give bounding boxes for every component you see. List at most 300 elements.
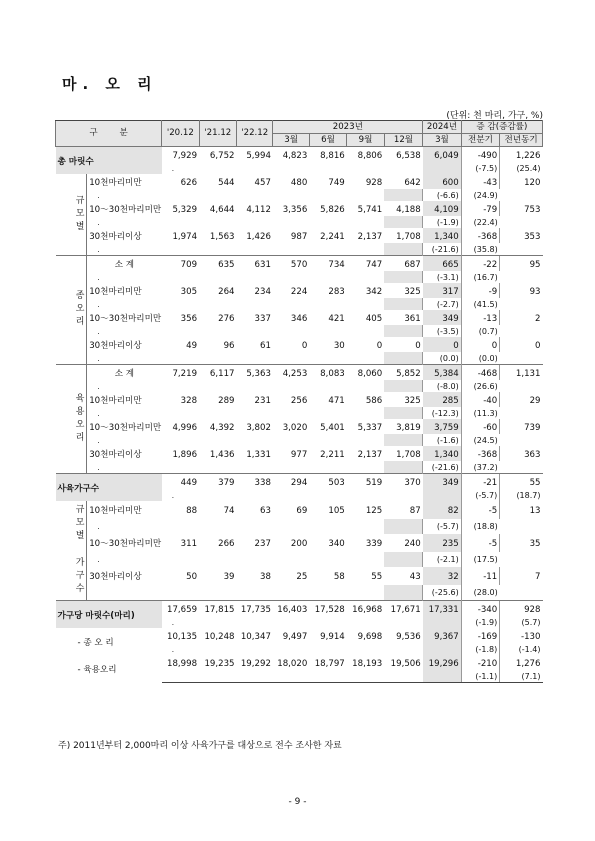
- empty-cell: [199, 189, 236, 201]
- value-cell: 0: [376, 340, 383, 351]
- value-cell: 224: [290, 286, 308, 297]
- empty-cell: [347, 352, 384, 365]
- header-2020: '20.12: [162, 121, 199, 147]
- empty-cell: [199, 162, 236, 174]
- empty-cell: [347, 298, 384, 310]
- value-cell: 480: [290, 177, 308, 188]
- value-cell: 58: [333, 572, 345, 583]
- table-row: [56, 534, 543, 552]
- value-cell: 61: [259, 340, 271, 351]
- value-cell: 325: [404, 286, 421, 297]
- value-cell: 10,135: [166, 631, 198, 642]
- header-change: 증 감(증감률): [461, 121, 542, 134]
- group-label-household: [70, 501, 87, 601]
- value-cell: 1,436: [209, 449, 235, 460]
- empty-cell: [309, 352, 346, 365]
- empty-cell: [237, 616, 273, 628]
- rate-cell: (-6.6): [423, 189, 462, 201]
- empty-cell: [237, 407, 273, 419]
- row-label: 10천마리미만: [89, 395, 142, 406]
- value-cell: 9,698: [357, 631, 383, 642]
- value-cell: 19,296: [423, 655, 462, 670]
- value-cell: -368: [461, 228, 500, 243]
- value-cell: 1,226: [500, 147, 543, 163]
- header-qoq: 전분기: [461, 134, 500, 147]
- rate-cell: (18.8): [461, 519, 500, 534]
- row-label: 총 마릿수: [56, 147, 162, 175]
- table-row: [56, 283, 543, 298]
- empty-cell: [237, 380, 273, 392]
- table-row-rate: [56, 271, 543, 283]
- rate-cell: (0.0): [461, 352, 500, 365]
- value-cell: 266: [218, 539, 235, 550]
- value-cell: 74: [223, 506, 235, 517]
- value-cell: 0: [461, 337, 500, 352]
- empty-cell: [237, 298, 273, 310]
- value-cell: 5,329: [172, 204, 198, 215]
- value-cell: 96: [223, 340, 235, 351]
- empty-cell: [384, 243, 423, 256]
- value-cell: -468: [461, 365, 500, 381]
- value-cell: 63: [259, 506, 271, 517]
- empty-cell: [199, 461, 236, 474]
- rate-cell: (-3.1): [423, 271, 462, 283]
- value-cell: 3,356: [282, 204, 308, 215]
- page-number: - 9 -: [288, 797, 307, 807]
- empty-cell: [273, 616, 309, 628]
- header-category: 구 분: [56, 121, 162, 147]
- header-2024: 2024년: [423, 121, 462, 134]
- value-cell: 240: [404, 539, 421, 550]
- value-cell: 9,497: [282, 631, 308, 642]
- table-row-rate: [56, 407, 543, 419]
- header-yoy: 전년동기: [500, 134, 543, 147]
- value-cell: 237: [254, 539, 271, 550]
- row-dot: .: [97, 272, 100, 282]
- table-row: [56, 474, 543, 490]
- value-cell: 379: [199, 474, 236, 490]
- empty-cell: [309, 434, 346, 446]
- empty-cell: [273, 643, 309, 655]
- rate-cell: (-8.0): [423, 380, 462, 392]
- value-cell: 0: [301, 340, 308, 351]
- value-cell: -22: [461, 256, 500, 272]
- value-cell: 471: [328, 395, 345, 406]
- table-row-rate: [56, 243, 543, 256]
- value-cell: 294: [273, 474, 309, 490]
- value-cell: -5: [461, 534, 500, 552]
- value-cell: 7,929: [172, 150, 198, 161]
- value-cell: 231: [254, 395, 271, 406]
- group-label-meat: [70, 256, 87, 365]
- value-cell: 631: [237, 256, 273, 272]
- table-row-rate: [56, 585, 543, 600]
- value-cell: -5: [461, 501, 500, 519]
- value-cell: 5,384: [423, 365, 462, 381]
- rate-cell: (35.8): [461, 243, 500, 256]
- value-cell: 120: [500, 174, 543, 189]
- value-cell: 17,815: [199, 601, 236, 617]
- row-dot: .: [97, 462, 100, 472]
- empty-cell: [273, 162, 309, 174]
- value-cell: 2: [500, 310, 543, 325]
- value-cell: 928: [500, 601, 543, 617]
- group-indent: [56, 256, 71, 365]
- empty-cell: [199, 216, 236, 228]
- rate-cell: (-7.5): [461, 162, 500, 174]
- row-dot: .: [97, 408, 100, 418]
- empty-cell: [347, 552, 384, 567]
- rate-cell: (-1.6): [423, 434, 462, 446]
- header-2023-m12: 12월: [384, 134, 423, 147]
- empty-cell: [309, 271, 346, 283]
- empty-cell: [384, 489, 423, 501]
- empty-cell: [347, 616, 384, 628]
- empty-cell: [273, 585, 309, 600]
- value-cell: 17,659: [162, 601, 199, 617]
- value-cell: 82: [423, 501, 462, 519]
- value-cell: 95: [500, 256, 543, 272]
- empty-cell: [273, 243, 309, 256]
- table-row-rate: [56, 519, 543, 534]
- value-cell: 1,708: [396, 231, 421, 242]
- value-cell: -9: [461, 283, 500, 298]
- value-cell: 1,340: [423, 228, 462, 243]
- empty-cell: [237, 552, 273, 567]
- row-dot: .: [97, 522, 100, 532]
- row-label: 10～30천마리미만: [89, 313, 162, 324]
- header-2021: '21.12: [199, 121, 236, 147]
- empty-cell: [384, 461, 423, 474]
- empty-cell: [273, 216, 309, 228]
- value-cell: 9,367: [423, 628, 462, 643]
- empty-cell: [273, 271, 309, 283]
- empty-cell: [162, 189, 199, 201]
- value-cell: 9,914: [320, 631, 345, 642]
- value-cell: 9,536: [396, 631, 421, 642]
- value-cell: -210: [461, 655, 500, 670]
- empty-cell: [347, 489, 384, 501]
- table-row-rate: [56, 325, 543, 337]
- value-cell: -490: [461, 147, 500, 163]
- value-cell: 519: [347, 474, 384, 490]
- value-cell: 16,968: [347, 601, 384, 617]
- value-cell: 5,363: [237, 365, 273, 381]
- value-cell: 0: [500, 337, 543, 352]
- empty-cell: [347, 380, 384, 392]
- row-label: 10～30천마리미만: [89, 539, 162, 550]
- value-cell: 600: [423, 174, 462, 189]
- value-cell: 6,049: [423, 147, 462, 163]
- table-row: [56, 655, 543, 670]
- value-cell: 1,563: [209, 231, 235, 242]
- value-cell: 4,996: [172, 422, 198, 433]
- row-dot: .: [97, 353, 100, 363]
- row-dot: .: [97, 217, 100, 227]
- empty-cell: [273, 380, 309, 392]
- value-cell: 6,538: [396, 150, 421, 161]
- rate-cell: (24.9): [461, 189, 500, 201]
- table-row: [56, 501, 543, 519]
- empty-cell: [237, 670, 273, 683]
- value-cell: 283: [328, 286, 345, 297]
- value-cell: -340: [461, 601, 500, 617]
- empty-cell: [384, 407, 423, 419]
- section-title: 마. 오 리: [62, 75, 158, 93]
- row-dot: .: [97, 435, 100, 445]
- value-cell: 8,806: [357, 150, 383, 161]
- empty-cell: [237, 189, 273, 201]
- empty-cell: [273, 519, 309, 534]
- value-cell: 125: [365, 506, 383, 517]
- empty-cell: [309, 552, 346, 567]
- empty-cell: [309, 162, 346, 174]
- rate-cell: (-21.6): [423, 461, 462, 474]
- empty-cell: [237, 489, 273, 501]
- rate-cell: (11.3): [461, 407, 500, 419]
- value-cell: 739: [500, 419, 543, 434]
- table-row-rate: [56, 189, 543, 201]
- rate-cell: (7.1): [500, 670, 543, 683]
- value-cell: 317: [423, 283, 462, 298]
- row-dot: .: [97, 381, 100, 391]
- value-cell: 4,644: [209, 204, 235, 215]
- empty-cell: [384, 552, 423, 567]
- value-cell: -169: [461, 628, 500, 643]
- empty-cell: [384, 670, 423, 683]
- empty-cell: [384, 162, 423, 174]
- header-2022: '22.12: [237, 121, 273, 147]
- value-cell: -60: [461, 419, 500, 434]
- empty-cell: [384, 643, 423, 655]
- table-row: [56, 567, 543, 585]
- value-cell: -368: [461, 446, 500, 461]
- value-cell: 4,109: [423, 201, 462, 216]
- value-cell: 0: [415, 340, 421, 351]
- empty-cell: [309, 616, 346, 628]
- value-cell: -43: [461, 174, 500, 189]
- rate-cell: (-1.1): [461, 670, 500, 683]
- rate-cell: (17.5): [461, 552, 500, 567]
- value-cell: 17,671: [384, 601, 423, 617]
- empty-cell: [309, 489, 346, 501]
- empty-cell: [199, 352, 236, 365]
- row-label: 10천마리미만: [89, 177, 142, 188]
- rate-cell: (28.0): [461, 585, 500, 600]
- empty-cell: [237, 434, 273, 446]
- value-cell: 105: [328, 506, 345, 517]
- empty-cell: [237, 271, 273, 283]
- value-cell: 264: [218, 286, 235, 297]
- empty-cell: [423, 162, 462, 174]
- empty-cell: [273, 298, 309, 310]
- value-cell: 1,340: [423, 446, 462, 461]
- value-cell: 3,020: [282, 422, 308, 433]
- value-cell: 19,506: [390, 658, 421, 669]
- value-cell: 687: [384, 256, 423, 272]
- empty-cell: [162, 585, 199, 600]
- value-cell: 709: [162, 256, 199, 272]
- empty-cell: [347, 434, 384, 446]
- value-cell: 311: [180, 539, 198, 550]
- empty-cell: [237, 162, 273, 174]
- empty-cell: [162, 298, 199, 310]
- empty-cell: [423, 616, 462, 628]
- row-label: 소 계: [87, 365, 162, 381]
- value-cell: 2,137: [357, 231, 383, 242]
- empty-cell: [162, 325, 199, 337]
- empty-cell: [384, 271, 423, 283]
- empty-cell: [309, 643, 346, 655]
- value-cell: 7,219: [162, 365, 199, 381]
- empty-cell: [237, 585, 273, 600]
- value-cell: 356: [180, 313, 198, 324]
- empty-cell: [237, 643, 273, 655]
- row-label: 10천마리미만: [89, 506, 142, 517]
- value-cell: 3,759: [423, 419, 462, 434]
- value-cell: 405: [365, 313, 383, 324]
- empty-cell: [199, 489, 236, 501]
- empty-cell: [199, 643, 236, 655]
- group-text: 종오리: [73, 290, 84, 329]
- empty-cell: [347, 162, 384, 174]
- empty-cell: [162, 243, 199, 256]
- rate-cell: (18.7): [500, 489, 543, 501]
- rate-cell: (-25.6): [423, 585, 462, 600]
- row-label: 30천마리이상: [89, 572, 142, 583]
- row-dot: .: [171, 490, 175, 500]
- value-cell: 626: [180, 177, 198, 188]
- value-cell: -13: [461, 310, 500, 325]
- value-cell: 325: [404, 395, 421, 406]
- value-cell: 1,974: [172, 231, 198, 242]
- empty-cell: [162, 519, 199, 534]
- value-cell: 5,994: [246, 150, 271, 161]
- rate-cell: (24.5): [461, 434, 500, 446]
- value-cell: 4,392: [209, 422, 235, 433]
- value-cell: 4,112: [246, 204, 271, 215]
- table-row: [56, 147, 543, 163]
- row-dot: .: [97, 190, 100, 200]
- empty-cell: [309, 298, 346, 310]
- value-cell: 361: [404, 313, 421, 324]
- table-row-rate: [56, 298, 543, 310]
- empty-cell: [384, 434, 423, 446]
- rate-cell: (25.4): [500, 162, 543, 174]
- row-label: 가구당 마릿수(마리): [56, 601, 162, 629]
- value-cell: 1,331: [246, 449, 271, 460]
- empty-cell: [162, 407, 199, 419]
- value-cell: 1,708: [396, 449, 421, 460]
- row-label: 10천마리미만: [89, 286, 142, 297]
- rate-cell: (-1.4): [500, 643, 543, 655]
- table-row: [56, 337, 543, 352]
- empty-cell: [273, 670, 309, 683]
- empty-cell: [423, 643, 462, 655]
- empty-cell: [347, 519, 384, 534]
- value-cell: 55: [371, 572, 383, 583]
- value-cell: 349: [423, 310, 462, 325]
- empty-cell: [199, 434, 236, 446]
- value-cell: 2,211: [320, 449, 345, 460]
- table-row: [56, 228, 543, 243]
- rate-cell: (37.2): [461, 461, 500, 474]
- value-cell: 753: [500, 201, 543, 216]
- value-cell: 5,852: [384, 365, 423, 381]
- table-row: [56, 601, 543, 617]
- value-cell: 586: [365, 395, 383, 406]
- empty-cell: [237, 216, 273, 228]
- row-label: 소 계: [87, 256, 162, 272]
- value-cell: 6,752: [209, 150, 235, 161]
- value-cell: 5,826: [320, 204, 345, 215]
- empty-cell: [273, 552, 309, 567]
- value-cell: 49: [186, 340, 198, 351]
- value-cell: 25: [296, 572, 308, 583]
- table-row: [56, 201, 543, 216]
- value-cell: 1,276: [500, 655, 543, 670]
- value-cell: 6,117: [199, 365, 236, 381]
- row-label: 10～30천마리미만: [89, 204, 162, 215]
- empty-cell: [199, 519, 236, 534]
- row-label: 사육가구수: [56, 474, 162, 502]
- value-cell: 544: [218, 177, 235, 188]
- value-cell: 93: [500, 283, 543, 298]
- rate-cell: (-1.8): [461, 643, 500, 655]
- table-row-rate: [56, 380, 543, 392]
- empty-cell: [309, 243, 346, 256]
- row-dot: .: [97, 555, 100, 565]
- value-cell: 50: [186, 572, 198, 583]
- empty-cell: [347, 271, 384, 283]
- table-row-rate: [56, 461, 543, 474]
- value-cell: 43: [409, 572, 421, 583]
- empty-cell: [199, 585, 236, 600]
- empty-cell: [347, 216, 384, 228]
- empty-cell: [384, 189, 423, 201]
- value-cell: 635: [199, 256, 236, 272]
- empty-cell: [347, 643, 384, 655]
- value-cell: 2,137: [357, 449, 383, 460]
- value-cell: 7: [500, 567, 543, 585]
- value-cell: 17,528: [309, 601, 346, 617]
- empty-cell: [384, 380, 423, 392]
- empty-cell: [199, 271, 236, 283]
- empty-cell: [237, 519, 273, 534]
- value-cell: 17,331: [423, 601, 462, 617]
- empty-cell: [199, 380, 236, 392]
- empty-cell: [199, 298, 236, 310]
- value-cell: 340: [328, 539, 345, 550]
- value-cell: -79: [461, 201, 500, 216]
- value-cell: 1,426: [246, 231, 271, 242]
- group-label-breed: [70, 365, 87, 474]
- value-cell: 200: [290, 539, 308, 550]
- value-cell: -21: [461, 474, 500, 490]
- group-text: 규모별 가구수: [73, 504, 84, 596]
- row-dot: [162, 670, 199, 683]
- row-dot: .: [97, 326, 100, 336]
- value-cell: 35: [500, 534, 543, 552]
- empty-cell: [237, 352, 273, 365]
- empty-cell: [162, 352, 199, 365]
- group-indent: [56, 365, 71, 474]
- empty-cell: [309, 670, 346, 683]
- value-cell: 338: [237, 474, 273, 490]
- value-cell: -40: [461, 392, 500, 407]
- empty-cell: [309, 216, 346, 228]
- empty-cell: [237, 243, 273, 256]
